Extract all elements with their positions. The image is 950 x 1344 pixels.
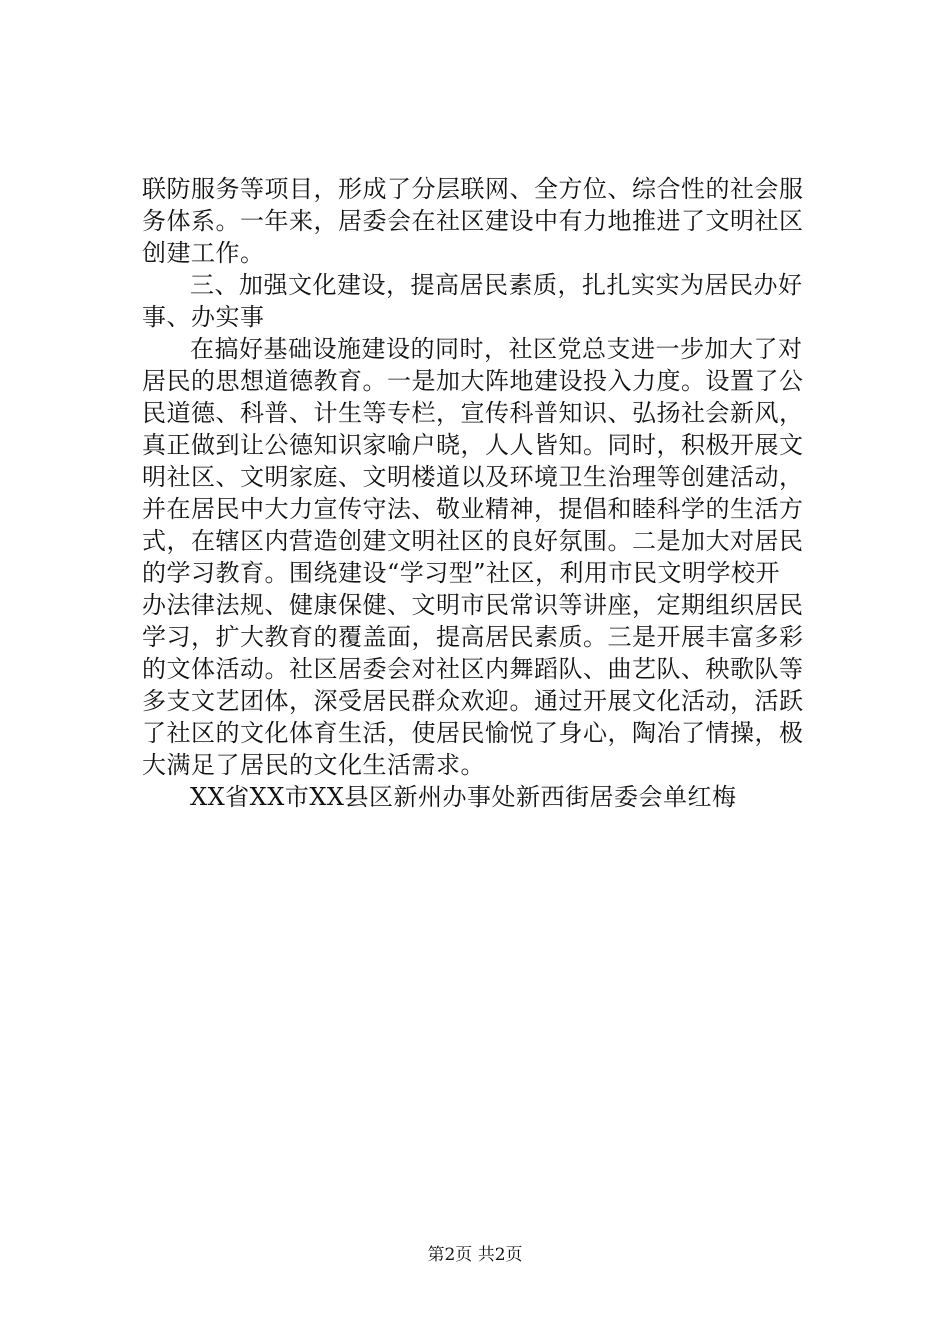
text-line: 办法律法规、健康保健、文明市民常识等讲座，定期组织居民: [142, 591, 804, 619]
page-number-footer: 第2页 共2页: [427, 1245, 523, 1265]
text-line: 务体系。一年来，居委会在社区建设中有力地推进了文明社区: [142, 207, 804, 235]
text-line: 大满足了居民的文化生活需求。: [142, 751, 485, 779]
text-line: 创建工作。: [142, 239, 265, 267]
text-line: 联防服务等项目，形成了分层联网、全方位、综合性的社会服: [142, 175, 804, 203]
section-heading-line: 事、办实事: [142, 303, 265, 331]
text-line: 学习，扩大教育的覆盖面，提高居民素质。三是开展丰富多彩: [142, 623, 804, 651]
text-line: 明社区、文明家庭、文明楼道以及环境卫生治理等创建活动，: [142, 463, 804, 491]
text-line: 居民的思想道德教育。一是加大阵地建设投入力度。设置了公: [142, 367, 804, 395]
text-line: 的文体活动。社区居委会对社区内舞蹈队、曲艺队、秧歌队等: [142, 655, 804, 683]
text-line: 真正做到让公德知识家喻户晓，人人皆知。同时，积极开展文: [142, 431, 804, 459]
text-line: 了社区的文化体育生活，使居民愉悦了身心，陶冶了情操，极: [142, 719, 804, 747]
document-body: [142, 173, 810, 813]
text-line: 式，在辖区内营造创建文明社区的良好氛围。二是加大对居民: [142, 527, 804, 555]
signature-line: XX省XX市XX县区新州办事处新西街居委会单红梅: [190, 783, 737, 811]
section-heading-line: 三、加强文化建设，提高居民素质，扎扎实实为居民办好: [190, 271, 803, 299]
text-line: 民道德、科普、计生等专栏，宣传科普知识、弘扬社会新风，: [142, 399, 804, 427]
text-line: 并在居民中大力宣传守法、敬业精神，提倡和睦科学的生活方: [142, 495, 804, 523]
text-line: 在搞好基础设施建设的同时，社区党总支进一步加大了对: [190, 335, 803, 363]
text-line: 多支文艺团体，深受居民群众欢迎。通过开展文化活动，活跃: [142, 687, 804, 715]
text-line: 的学习教育。围绕建设“学习型”社区，利用市民文明学校开: [142, 559, 781, 587]
